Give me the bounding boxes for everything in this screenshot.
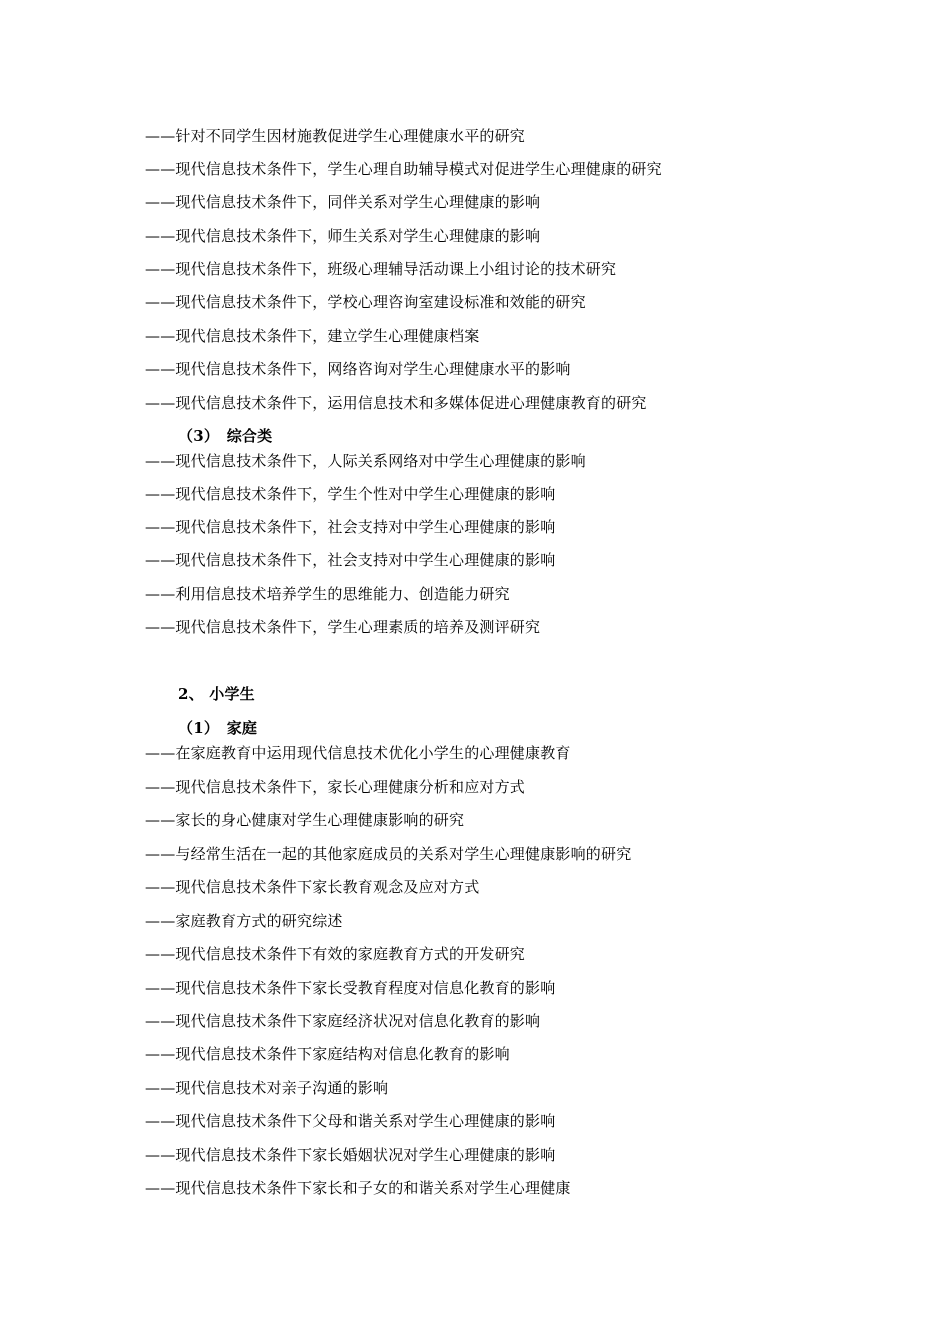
list-item: ——现代信息技术条件下，学生心理素质的培养及测评研究 [145, 618, 541, 636]
list-item: ——现代信息技术条件下家长和子女的和谐关系对学生心理健康 [145, 1179, 571, 1197]
list-item: ——现代信息技术条件下家长教育观念及应对方式 [145, 878, 480, 896]
list-item: ——现代信息技术条件下，人际关系网络对中学生心理健康的影响 [145, 452, 586, 470]
list-item: ——现代信息技术条件下，师生关系对学生心理健康的影响 [145, 227, 541, 245]
list-item: ——现代信息技术条件下，学生心理自助辅导模式对促进学生心理健康的研究 [145, 160, 662, 178]
list-item: ——现代信息技术条件下，学生个性对中学生心理健康的影响 [145, 485, 556, 503]
list-item: ——现代信息技术条件下，社会支持对中学生心理健康的影响 [145, 551, 556, 569]
list-item: ——现代信息技术条件下有效的家庭教育方式的开发研究 [145, 945, 526, 963]
list-item: ——家庭教育方式的研究综述 [145, 912, 343, 930]
list-item: ——现代信息技术条件下父母和谐关系对学生心理健康的影响 [145, 1112, 556, 1130]
list-item: ——在家庭教育中运用现代信息技术优化小学生的心理健康教育 [145, 744, 571, 762]
list-item: ——现代信息技术条件下，运用信息技术和多媒体促进心理健康教育的研究 [145, 394, 647, 412]
list-item: ——现代信息技术条件下家长婚姻状况对学生心理健康的影响 [145, 1146, 556, 1164]
list-item: ——现代信息技术对亲子沟通的影响 [145, 1079, 389, 1097]
list-item: ——现代信息技术条件下，家长心理健康分析和应对方式 [145, 778, 526, 796]
list-item: ——现代信息技术条件下，同伴关系对学生心理健康的影响 [145, 193, 541, 211]
section-heading-primary-students: 2、 小学生 [178, 685, 255, 703]
list-item: ——现代信息技术条件下家庭经济状况对信息化教育的影响 [145, 1012, 541, 1030]
list-item: ——与经常生活在一起的其他家庭成员的关系对学生心理健康影响的研究 [145, 845, 632, 863]
list-item: ——家长的身心健康对学生心理健康影响的研究 [145, 811, 465, 829]
list-item: ——利用信息技术培养学生的思维能力、创造能力研究 [145, 585, 510, 603]
list-item: ——针对不同学生因材施教促进学生心理健康水平的研究 [145, 127, 526, 145]
list-item: ——现代信息技术条件下，社会支持对中学生心理健康的影响 [145, 518, 556, 536]
list-item: ——现代信息技术条件下，班级心理辅导活动课上小组讨论的技术研究 [145, 260, 617, 278]
section-subheading-family: （1） 家庭 [178, 719, 258, 737]
list-item: ——现代信息技术条件下家长受教育程度对信息化教育的影响 [145, 979, 556, 997]
list-item: ——现代信息技术条件下，建立学生心理健康档案 [145, 327, 480, 345]
list-item: ——现代信息技术条件下，网络咨询对学生心理健康水平的影响 [145, 360, 571, 378]
list-item: ——现代信息技术条件下家庭结构对信息化教育的影响 [145, 1045, 510, 1063]
section-heading-comprehensive: （3） 综合类 [178, 427, 273, 445]
list-item: ——现代信息技术条件下，学校心理咨询室建设标准和效能的研究 [145, 293, 586, 311]
